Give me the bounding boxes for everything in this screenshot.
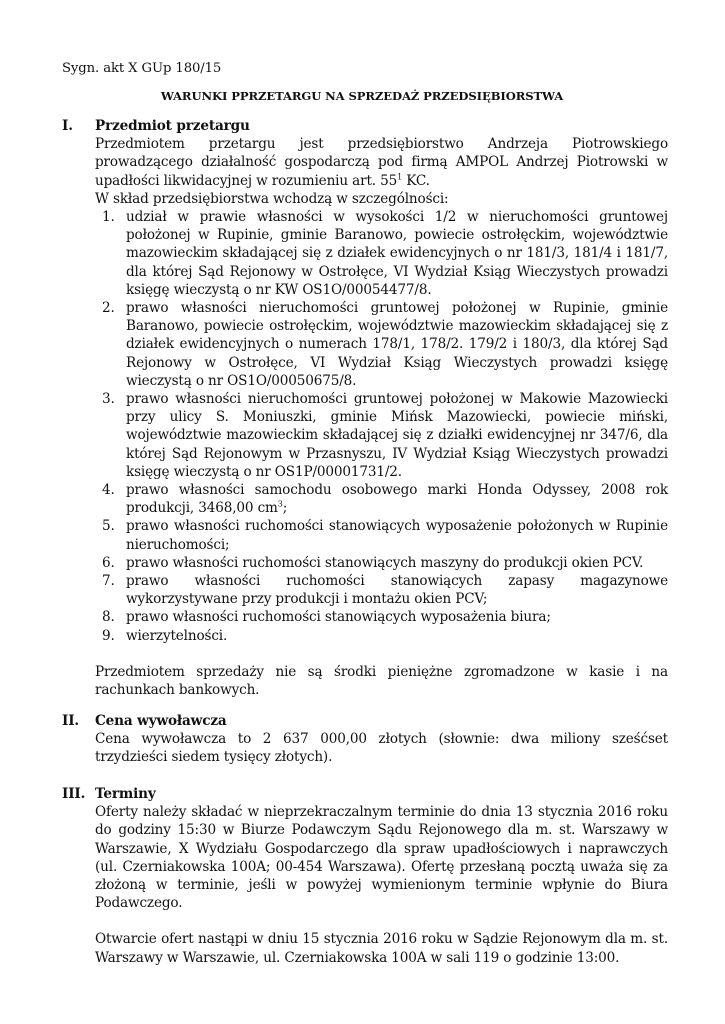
list-item: 8. prawo własności ruchomości stanowiących wyposażenia biura; [102,609,551,626]
list-item: 1. udział w prawie własności w wysokości 1/2 w nieruchomości gruntowej położonej w Rupinie, gminie Baranowo, powiecie ostrołęckim, województwie mazowieckim składającej się z działek ewidencyjnych o nr 181/3, 181/4 i 181/7, dla której Sąd Rejonowy w Ostrołęce, VI Wydział Ksiąg Wieczystych prowadzi księgę wieczystą o nr KW OS1O/00054477/8. [102,209,668,298]
price-text: Cena wywoławcza to 2 637 000,00 złotych (słownie: dwa miliony sześćset trzydzieści siedem tysięcy złotych). [95,731,668,766]
list-item: 3. prawo własności nieruchomości gruntowej położonej w Makowie Mazowiecki przy ulicy S. Moniuszki, gminie Mińsk Mazowiecki, powiecie miński, województwie mazowieckim składającej się z działki ewidencyjnej nr 347/6, dla której Sąd Rejonowym w Przasnyszu, IV Wydział Ksiąg Wieczystych prowadzi księgę wieczystą o nr OS1P/00001731/2. [102,391,668,480]
asset-list [95,208,668,645]
section-number: I. [62,118,73,134]
section-intro: Przedmiotem przetargu jest przedsiębiorstwo Andrzeja Piotrowskiego prowadzącego działalność gospodarczą pod firmą AMPOL Andrzej Piotrowski w upadłości likwidacyjnej w rozumieniu art. $55^1$ KC. [95,136,668,189]
document-title: WARUNKI PPRZETARGU NA SPRZEDAŻ PRZEDSIĘBIORSTWA [160,89,564,103]
section-deadlines [62,785,668,967]
section-number: II. [62,713,80,729]
section-title: Terminy [95,786,156,802]
deadline-paragraph: Oferty należy składać w nieprzekraczalnym terminie do dnia 13 stycznia 2016 roku do godziny 15:30 w Biurze Podawczym Sądu Rejonowego dla m. st. Warszawy w Warszawie, X Wydziału Gospodarczego dla spraw upadłościowych i naprawczych (ul. Czerniakowska 100A; 00-454 Warszawa). Ofertę przesłaną pocztą uważa się za złożoną w terminie, jeśli w powyżej wymienionym terminie wpłynie do Biura Podawczego. [95,804,668,912]
list-item: 9. wierzytelności. [102,627,228,644]
section-title: Cena wywoławcza [95,713,227,729]
section-number: III. [62,786,86,802]
section-closing: Przedmiotem sprzedaży nie są środki pieniężne zgromadzone w kasie i na rachunkach bankowych. [95,663,668,699]
section-title: Przedmiot przetargu [95,118,250,134]
case-reference: Sygn. akt X GUp 180/15 [62,61,222,76]
list-item: 5. prawo własności ruchomości stanowiących wyposażenie położonych w Rupinie nieruchomości; [102,518,668,553]
section-price [62,712,668,767]
list-item: 4. prawo własności samochodu osobowego marki Honda Odyssey, 2008 rok produkcji, 3468,00 $cm^3$; [102,482,668,517]
list-intro: W skład przedsiębiorstwa wchodzą w szczególności: [95,190,449,207]
list-item: 7. prawo własności ruchomości stanowiących zapasy magazynowe wykorzystywane przy produkcji i montażu okien PCV; [102,573,668,608]
list-item: 6. prawo własności ruchomości stanowiących maszyny do produkcji okien PCV. [102,554,644,571]
list-item: 2. prawo własności nieruchomości gruntowej położonej w Rupinie, gminie Baranowo, powiecie ostrołęckim, województwie mazowieckim składającej się z działek ewidencyjnych o numerach 178/1, 178/2. 179/2 i 180/3, dla której Sąd Rejonowy w Ostrołęce, VI Wydział Ksiąg Wieczystych prowadzi księgę wieczystą o nr OS1O/00050675/8. [102,300,668,389]
section-subject [62,117,668,699]
opening-paragraph: Otwarcie ofert nastąpi w dniu 15 stycznia 2016 roku w Sądzie Rejonowym dla m. st. Warszawy w Warszawie, ul. Czerniakowska 100A w sali 119 o godzinie 13:00. [95,931,668,966]
